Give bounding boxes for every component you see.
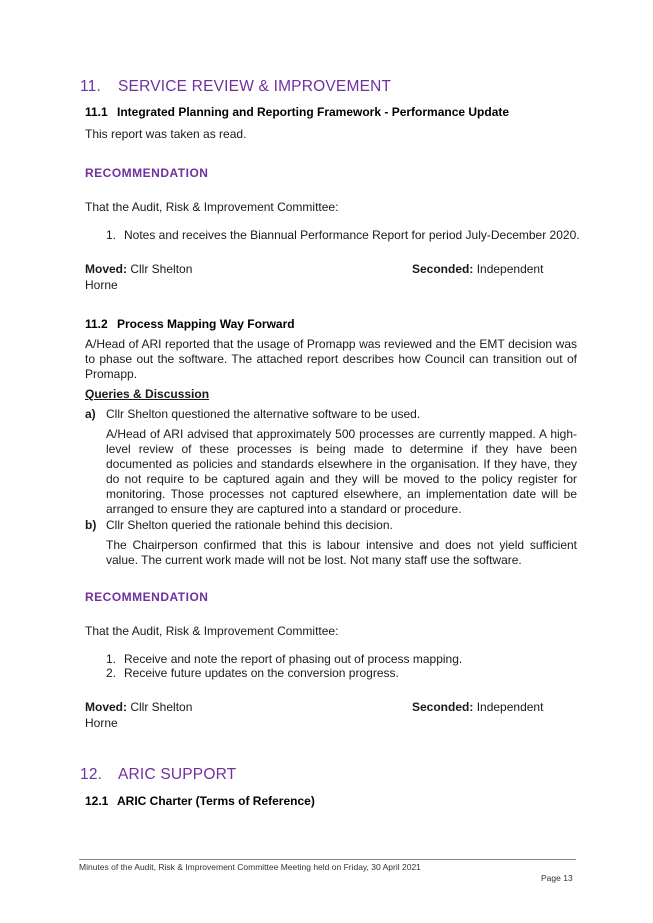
moved-value: Cllr Shelton — [130, 262, 193, 276]
query-letter: b) — [85, 518, 97, 532]
recommendation-item — [106, 666, 399, 681]
recommendation-heading: RECOMMENDATION — [85, 166, 209, 180]
item-body: This report was taken as read. — [85, 127, 247, 141]
item-number: 1. — [106, 228, 117, 242]
moved-line — [85, 262, 192, 277]
seconded-value: Independent — [476, 262, 544, 276]
section-number: 11. — [80, 78, 101, 95]
item-number: 12.1 — [85, 794, 109, 808]
page-number: Page 13 — [541, 873, 573, 883]
query-question: Cllr Shelton questioned the alternative software to be used. — [106, 407, 421, 421]
item-number: 11.1 — [85, 105, 108, 119]
item-number: 1. — [106, 652, 117, 666]
seconded-line — [412, 262, 543, 277]
query-question: Cllr Shelton queried the rationale behind this decision. — [106, 518, 393, 532]
seconded-line — [412, 700, 543, 715]
footer-divider — [79, 859, 576, 860]
item-text: Receive future updates on the conversion progress. — [124, 666, 399, 680]
recommendation-item — [106, 228, 580, 243]
section-title: ARIC SUPPORT — [118, 766, 237, 783]
moved-value: Cllr Shelton — [130, 700, 193, 714]
section-heading — [80, 766, 236, 784]
section-number: 12. — [80, 766, 103, 783]
footer-text: Minutes of the Audit, Risk & Improvement Committee Meeting held on Friday, 30 April 2021 — [79, 862, 421, 872]
query-answer: A/Head of ARI advised that approximately 500 processes are currently mapped. A high-level review of these processes is being made to determine if they have been documented as policies and standards elsewhere in the organisation. If they have, they do not require to be captured again and they will be moved to the policy register for monitoring. Those processes not captured elsewhere, an implementation date will be arranged to ensure they are captured into a standard or procedure. — [106, 427, 577, 516]
seconded-value-continued: Horne — [85, 716, 118, 730]
seconded-label: Seconded: — [412, 700, 474, 714]
item-heading — [85, 317, 295, 331]
item-text: Notes and receives the Biannual Performance Report for period July-December 2020. — [124, 228, 580, 242]
recommendation-heading: RECOMMENDATION — [85, 590, 209, 604]
seconded-value-continued: Horne — [85, 278, 118, 292]
recommendation-item — [106, 652, 462, 667]
seconded-value: Independent — [476, 700, 544, 714]
query-answer: The Chairperson confirmed that this is labour intensive and does not yield sufficient value. The current work made will not be lost. Not many staff use the software. — [106, 538, 577, 567]
item-heading — [85, 794, 315, 808]
seconded-label: Seconded: — [412, 262, 474, 276]
moved-line — [85, 700, 192, 715]
item-number: 11.2 — [85, 317, 108, 331]
section-title: SERVICE REVIEW & IMPROVEMENT — [118, 78, 392, 95]
item-heading — [85, 105, 509, 119]
item-title: Integrated Planning and Reporting Framework - Performance Update — [117, 105, 510, 119]
recommendation-intro: That the Audit, Risk & Improvement Committee: — [85, 200, 339, 214]
query-letter: a) — [85, 407, 96, 421]
section-heading — [80, 78, 391, 96]
queries-heading: Queries & Discussion — [85, 387, 210, 401]
item-body: A/Head of ARI reported that the usage of Promapp was reviewed and the EMT decision was to phase out the software. The attached report describes how Council can transition out of Promapp. — [85, 337, 577, 381]
item-text: Receive and note the report of phasing out of process mapping. — [124, 652, 463, 666]
item-title: Process Mapping Way Forward — [117, 317, 295, 331]
item-number: 2. — [106, 666, 117, 680]
moved-label: Moved: — [85, 262, 127, 276]
moved-label: Moved: — [85, 700, 127, 714]
item-title: ARIC Charter (Terms of Reference) — [117, 794, 315, 808]
recommendation-intro: That the Audit, Risk & Improvement Committee: — [85, 624, 339, 638]
